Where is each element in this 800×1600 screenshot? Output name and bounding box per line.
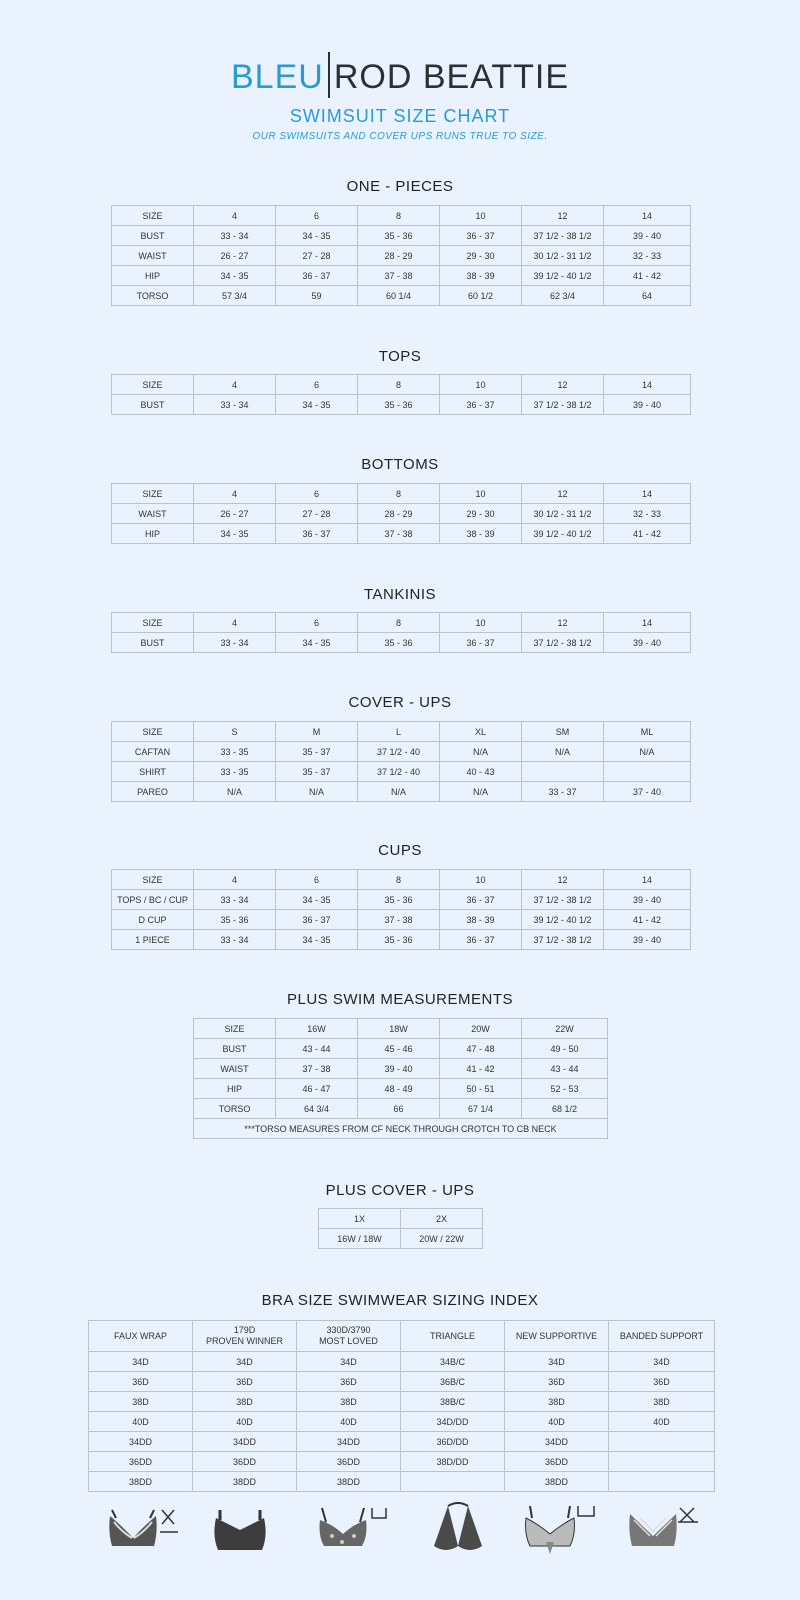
table-cell: 50 - 51 bbox=[440, 1079, 522, 1099]
table-cell: 39 1/2 - 40 1/2 bbox=[522, 266, 604, 286]
table-row bbox=[319, 1209, 483, 1229]
table-cell: 32 - 33 bbox=[604, 504, 691, 524]
table-cell: 33 - 34 bbox=[194, 633, 276, 653]
table-cell: 37 - 38 bbox=[358, 266, 440, 286]
section-title-bottoms: BOTTOMS bbox=[361, 456, 439, 473]
table-bra-index bbox=[88, 1320, 715, 1492]
section-title-cover-ups: COVER - UPS bbox=[348, 694, 452, 711]
table-cell: 34DD bbox=[297, 1432, 401, 1452]
header-cell: 10 bbox=[440, 870, 522, 890]
row-label-cell: HIP bbox=[112, 266, 194, 286]
header-cell: SIZE bbox=[112, 206, 194, 226]
table-cell: 36D bbox=[505, 1372, 609, 1392]
table-tops bbox=[111, 374, 691, 415]
header-cell: 12 bbox=[522, 375, 604, 395]
brand-divider bbox=[328, 52, 330, 98]
table-row bbox=[89, 1412, 715, 1432]
table-cell: 30 1/2 - 31 1/2 bbox=[522, 504, 604, 524]
table-row bbox=[194, 1099, 608, 1119]
header-cell: M bbox=[276, 722, 358, 742]
table-cell bbox=[609, 1452, 715, 1472]
table-cell: 47 - 48 bbox=[440, 1039, 522, 1059]
table-cell: 34DD bbox=[89, 1432, 193, 1452]
table-cell: 36DD bbox=[505, 1452, 609, 1472]
table-row bbox=[112, 524, 691, 544]
row-label-cell: BUST bbox=[112, 395, 194, 415]
table-cell: 33 - 34 bbox=[194, 395, 276, 415]
header-cell: 20W bbox=[440, 1019, 522, 1039]
row-label-cell: BUST bbox=[112, 226, 194, 246]
header-cell: 4 bbox=[194, 484, 276, 504]
table-cell: 36 - 37 bbox=[276, 910, 358, 930]
table-cell: 43 - 44 bbox=[276, 1039, 358, 1059]
table-cell: 52 - 53 bbox=[522, 1079, 608, 1099]
table-cell: 38B/C bbox=[401, 1392, 505, 1412]
table-cell: 36 - 37 bbox=[276, 266, 358, 286]
table-cell: 27 - 28 bbox=[276, 504, 358, 524]
table-cell: 40D bbox=[505, 1412, 609, 1432]
header-cell: 6 bbox=[276, 206, 358, 226]
table-cell: 33 - 34 bbox=[194, 890, 276, 910]
row-label-cell: TORSO bbox=[194, 1099, 276, 1119]
table-cell: 35 - 36 bbox=[358, 633, 440, 653]
header-cell: SIZE bbox=[194, 1019, 276, 1039]
table-cell: 20W / 22W bbox=[401, 1229, 483, 1249]
header-cell: 4 bbox=[194, 375, 276, 395]
table-cell: 46 - 47 bbox=[276, 1079, 358, 1099]
table-cups bbox=[111, 869, 691, 950]
table-cell: 38 - 39 bbox=[440, 910, 522, 930]
table-row bbox=[112, 504, 691, 524]
table-cell: 35 - 36 bbox=[358, 226, 440, 246]
new-supportive-bra-icon bbox=[520, 1502, 600, 1558]
table-row bbox=[89, 1372, 715, 1392]
table-row bbox=[194, 1039, 608, 1059]
table-cell: 33 - 34 bbox=[194, 226, 276, 246]
most-loved-bra-icon bbox=[314, 1502, 394, 1558]
section-title-one-pieces: ONE - PIECES bbox=[346, 178, 454, 195]
header-cell: 4 bbox=[194, 206, 276, 226]
table-cell: 28 - 29 bbox=[358, 246, 440, 266]
table-cell: N/A bbox=[276, 782, 358, 802]
table-cell: N/A bbox=[440, 782, 522, 802]
table-cell: 29 - 30 bbox=[440, 504, 522, 524]
table-cell: 59 bbox=[276, 286, 358, 306]
table-cell: 32 - 33 bbox=[604, 246, 691, 266]
row-label-cell: WAIST bbox=[112, 504, 194, 524]
header-cell: 12 bbox=[522, 206, 604, 226]
table-row bbox=[194, 1059, 608, 1079]
table-row bbox=[112, 890, 691, 910]
table-cell: 36 - 37 bbox=[440, 633, 522, 653]
row-label-cell: TORSO bbox=[112, 286, 194, 306]
row-label-cell: PAREO bbox=[112, 782, 194, 802]
table-cell: 49 - 50 bbox=[522, 1039, 608, 1059]
table-cell: 37 - 38 bbox=[276, 1059, 358, 1079]
table-cell: 66 bbox=[358, 1099, 440, 1119]
banded-support-bra-icon bbox=[624, 1502, 704, 1558]
table-cell: N/A bbox=[440, 742, 522, 762]
table-cell: N/A bbox=[604, 742, 691, 762]
table-cell: 37 1/2 - 38 1/2 bbox=[522, 226, 604, 246]
table-cell: 39 - 40 bbox=[604, 930, 691, 950]
section-title-tops: TOPS bbox=[378, 348, 422, 365]
header-cell: 16W bbox=[276, 1019, 358, 1039]
table-cell: 36D bbox=[89, 1372, 193, 1392]
table-cell: 39 1/2 - 40 1/2 bbox=[522, 524, 604, 544]
table-row bbox=[112, 206, 691, 226]
table-row bbox=[112, 930, 691, 950]
header-cell: XL bbox=[440, 722, 522, 742]
header-cell: L bbox=[358, 722, 440, 742]
table-cell: 36D bbox=[609, 1372, 715, 1392]
header-cell: SIZE bbox=[112, 375, 194, 395]
table-cell: 26 - 27 bbox=[194, 504, 276, 524]
brand-bleu: BLEU bbox=[231, 57, 324, 96]
table-cell: 39 - 40 bbox=[604, 395, 691, 415]
table-row bbox=[319, 1229, 483, 1249]
table-cell: 39 - 40 bbox=[604, 226, 691, 246]
row-label-cell: BUST bbox=[194, 1039, 276, 1059]
brand-rod-beattie: ROD BEATTIE bbox=[333, 57, 569, 96]
header-cell: BANDED SUPPORT bbox=[609, 1321, 715, 1352]
header-cell: 330D/3790 MOST LOVED bbox=[297, 1321, 401, 1352]
table-cell: 35 - 36 bbox=[194, 910, 276, 930]
section-title-cups: CUPS bbox=[378, 842, 422, 859]
table-cover-ups bbox=[111, 721, 691, 802]
table-cell: 40D bbox=[297, 1412, 401, 1432]
table-cell: 38 - 39 bbox=[440, 266, 522, 286]
table-cell: 38D bbox=[297, 1392, 401, 1412]
table-cell: 34 - 35 bbox=[194, 524, 276, 544]
brand-logo bbox=[0, 56, 800, 102]
table-row bbox=[89, 1392, 715, 1412]
table-row bbox=[112, 395, 691, 415]
header-cell: 6 bbox=[276, 870, 358, 890]
table-cell: 34D bbox=[609, 1352, 715, 1372]
header-cell: 14 bbox=[604, 613, 691, 633]
table-cell: 34D bbox=[505, 1352, 609, 1372]
bra-style-icons bbox=[0, 1502, 800, 1562]
table-cell: 37 1/2 - 38 1/2 bbox=[522, 633, 604, 653]
table-row bbox=[112, 613, 691, 633]
row-label-cell: HIP bbox=[112, 524, 194, 544]
table-cell: 27 - 28 bbox=[276, 246, 358, 266]
header-cell: 8 bbox=[358, 870, 440, 890]
header-cell: 2X bbox=[401, 1209, 483, 1229]
table-row bbox=[112, 782, 691, 802]
table-cell: 34DD bbox=[193, 1432, 297, 1452]
header-cell: SIZE bbox=[112, 613, 194, 633]
table-cell: 37 1/2 - 40 bbox=[358, 762, 440, 782]
table-cell: 37 1/2 - 38 1/2 bbox=[522, 395, 604, 415]
header-cell: ML bbox=[604, 722, 691, 742]
table-cell: 30 1/2 - 31 1/2 bbox=[522, 246, 604, 266]
table-cell: 57 3/4 bbox=[194, 286, 276, 306]
header-cell: TRIANGLE bbox=[401, 1321, 505, 1352]
table-row bbox=[89, 1472, 715, 1492]
table-cell: 36 - 37 bbox=[276, 524, 358, 544]
table-cell: 36 - 37 bbox=[440, 395, 522, 415]
table-row bbox=[112, 375, 691, 395]
table-cell: 38DD bbox=[89, 1472, 193, 1492]
table-cell: 62 3/4 bbox=[522, 286, 604, 306]
row-label-cell: SHIRT bbox=[112, 762, 194, 782]
header-cell: SIZE bbox=[112, 870, 194, 890]
table-cell: 34 - 35 bbox=[276, 930, 358, 950]
table-row bbox=[194, 1019, 608, 1039]
header-cell: 10 bbox=[440, 206, 522, 226]
header-cell: 6 bbox=[276, 613, 358, 633]
table-cell: 38D/DD bbox=[401, 1452, 505, 1472]
header-cell: SM bbox=[522, 722, 604, 742]
table-cell: 40D bbox=[89, 1412, 193, 1432]
row-label-cell: 1 PIECE bbox=[112, 930, 194, 950]
table-header-row bbox=[89, 1321, 715, 1352]
table-cell: 35 - 36 bbox=[358, 890, 440, 910]
table-cell: N/A bbox=[522, 742, 604, 762]
table-row bbox=[112, 870, 691, 890]
table-cell: 41 - 42 bbox=[604, 524, 691, 544]
table-one-pieces bbox=[111, 205, 691, 306]
table-cell: 26 - 27 bbox=[194, 246, 276, 266]
table-row bbox=[112, 762, 691, 782]
table-cell: 36D bbox=[297, 1372, 401, 1392]
table-cell: 35 - 36 bbox=[358, 395, 440, 415]
table-cell: 37 1/2 - 38 1/2 bbox=[522, 930, 604, 950]
header-cell: 14 bbox=[604, 484, 691, 504]
table-cell: 38D bbox=[193, 1392, 297, 1412]
page-tagline: OUR SWIMSUITS AND COVER UPS RUNS TRUE TO SIZE. bbox=[252, 131, 548, 142]
table-cell: N/A bbox=[194, 782, 276, 802]
table-cell: 36 - 37 bbox=[440, 890, 522, 910]
header-cell: SIZE bbox=[112, 722, 194, 742]
header-cell: 14 bbox=[604, 206, 691, 226]
table-cell bbox=[522, 762, 604, 782]
table-cell: 34D bbox=[297, 1352, 401, 1372]
table-row bbox=[89, 1352, 715, 1372]
table-cell bbox=[604, 762, 691, 782]
table-row bbox=[194, 1079, 608, 1099]
table-row bbox=[112, 246, 691, 266]
header-cell: 10 bbox=[440, 613, 522, 633]
table-cell: 34DD bbox=[505, 1432, 609, 1452]
table-cell: 64 3/4 bbox=[276, 1099, 358, 1119]
table-cell: 67 1/4 bbox=[440, 1099, 522, 1119]
header-cell: 14 bbox=[604, 870, 691, 890]
table-cell: 34 - 35 bbox=[276, 226, 358, 246]
header-cell: 6 bbox=[276, 484, 358, 504]
header-cell: SIZE bbox=[112, 484, 194, 504]
torso-note: ***TORSO MEASURES FROM CF NECK THROUGH CROTCH TO CB NECK bbox=[194, 1119, 608, 1139]
table-cell: 29 - 30 bbox=[440, 246, 522, 266]
table-bottoms bbox=[111, 483, 691, 544]
table-cell: 40D bbox=[193, 1412, 297, 1432]
row-label-cell: D CUP bbox=[112, 910, 194, 930]
header-cell: 12 bbox=[522, 613, 604, 633]
table-cell: 41 - 42 bbox=[604, 266, 691, 286]
section-title-plus-swim: PLUS SWIM MEASUREMENTS bbox=[286, 991, 514, 1008]
table-cell: N/A bbox=[358, 782, 440, 802]
table-cell: 36 - 37 bbox=[440, 930, 522, 950]
table-cell: 36DD bbox=[193, 1452, 297, 1472]
table-cell: 34D bbox=[89, 1352, 193, 1372]
table-cell: 43 - 44 bbox=[522, 1059, 608, 1079]
table-cell: 38DD bbox=[505, 1472, 609, 1492]
table-cell: 37 - 38 bbox=[358, 910, 440, 930]
table-cell: 34 - 35 bbox=[194, 266, 276, 286]
section-title-bra-index: BRA SIZE SWIMWEAR SIZING INDEX bbox=[261, 1292, 539, 1309]
table-cell bbox=[401, 1472, 505, 1492]
table-cell: 36D bbox=[193, 1372, 297, 1392]
row-label-cell: BUST bbox=[112, 633, 194, 653]
table-cell: 33 - 35 bbox=[194, 762, 276, 782]
header-cell: 4 bbox=[194, 870, 276, 890]
table-row bbox=[112, 722, 691, 742]
table-cell: 37 - 38 bbox=[358, 524, 440, 544]
table-cell: 34D bbox=[193, 1352, 297, 1372]
note-row bbox=[194, 1119, 608, 1139]
header-cell: 10 bbox=[440, 484, 522, 504]
header-cell: S bbox=[194, 722, 276, 742]
header-cell: FAUX WRAP bbox=[89, 1321, 193, 1352]
table-cell: 36 - 37 bbox=[440, 226, 522, 246]
table-row bbox=[89, 1452, 715, 1472]
table-cell: 64 bbox=[604, 286, 691, 306]
section-title-plus-cover-ups: PLUS COVER - UPS bbox=[325, 1182, 475, 1199]
table-cell: 34 - 35 bbox=[276, 890, 358, 910]
table-cell: 48 - 49 bbox=[358, 1079, 440, 1099]
table-cell: 37 1/2 - 38 1/2 bbox=[522, 890, 604, 910]
table-cell: 28 - 29 bbox=[358, 504, 440, 524]
table-row bbox=[112, 742, 691, 762]
header-cell: 4 bbox=[194, 613, 276, 633]
header-cell: 8 bbox=[358, 375, 440, 395]
header-cell: 22W bbox=[522, 1019, 608, 1039]
table-cell: 38D bbox=[505, 1392, 609, 1412]
table-cell: 33 - 37 bbox=[522, 782, 604, 802]
triangle-halter-bra-icon bbox=[418, 1502, 498, 1558]
table-cell: 36DD bbox=[297, 1452, 401, 1472]
table-cell: 39 1/2 - 40 1/2 bbox=[522, 910, 604, 930]
table-cell bbox=[609, 1432, 715, 1452]
table-cell: 35 - 37 bbox=[276, 762, 358, 782]
table-cell: 39 - 40 bbox=[604, 633, 691, 653]
table-cell: 34B/C bbox=[401, 1352, 505, 1372]
header-cell: 12 bbox=[522, 484, 604, 504]
proven-winner-bra-icon bbox=[210, 1502, 290, 1558]
table-cell: 34 - 35 bbox=[276, 395, 358, 415]
table-cell: 35 - 36 bbox=[358, 930, 440, 950]
table-row bbox=[112, 266, 691, 286]
table-cell: 37 - 40 bbox=[604, 782, 691, 802]
table-row bbox=[112, 226, 691, 246]
row-label-cell: 16W / 18W bbox=[319, 1229, 401, 1249]
table-row bbox=[89, 1432, 715, 1452]
table-cell: 35 - 37 bbox=[276, 742, 358, 762]
table-cell: 45 - 46 bbox=[358, 1039, 440, 1059]
row-label-cell: WAIST bbox=[194, 1059, 276, 1079]
header-cell: 8 bbox=[358, 206, 440, 226]
table-cell: 39 - 40 bbox=[358, 1059, 440, 1079]
table-cell: 38D bbox=[89, 1392, 193, 1412]
faux-wrap-bra-icon bbox=[104, 1502, 184, 1558]
table-cell: 38D bbox=[609, 1392, 715, 1412]
table-row bbox=[112, 484, 691, 504]
header-cell: 1X bbox=[319, 1209, 401, 1229]
row-label-cell: HIP bbox=[194, 1079, 276, 1099]
table-cell: 41 - 42 bbox=[440, 1059, 522, 1079]
header-cell: 8 bbox=[358, 484, 440, 504]
table-cell: 60 1/2 bbox=[440, 286, 522, 306]
page-subtitle: SWIMSUIT SIZE CHART bbox=[289, 106, 511, 126]
table-cell: 33 - 35 bbox=[194, 742, 276, 762]
table-cell: 38DD bbox=[297, 1472, 401, 1492]
section-title-tankinis: TANKINIS bbox=[363, 586, 437, 603]
table-cell: 40 - 43 bbox=[440, 762, 522, 782]
table-row bbox=[112, 910, 691, 930]
table-cell: 36DD bbox=[89, 1452, 193, 1472]
row-label-cell: CAFTAN bbox=[112, 742, 194, 762]
table-cell: 40D bbox=[609, 1412, 715, 1432]
header-cell: 179D PROVEN WINNER bbox=[193, 1321, 297, 1352]
header-cell: 8 bbox=[358, 613, 440, 633]
table-cell: 33 - 34 bbox=[194, 930, 276, 950]
table-cell: 38 - 39 bbox=[440, 524, 522, 544]
table-cell: 36B/C bbox=[401, 1372, 505, 1392]
header-cell: 14 bbox=[604, 375, 691, 395]
table-plus-cover-ups bbox=[318, 1208, 483, 1249]
header-cell: NEW SUPPORTIVE bbox=[505, 1321, 609, 1352]
table-cell: 41 - 42 bbox=[604, 910, 691, 930]
table-cell: 38DD bbox=[193, 1472, 297, 1492]
table-tankinis bbox=[111, 612, 691, 653]
table-row bbox=[112, 286, 691, 306]
header-cell: 18W bbox=[358, 1019, 440, 1039]
table-cell bbox=[609, 1472, 715, 1492]
table-cell: 68 1/2 bbox=[522, 1099, 608, 1119]
table-cell: 34 - 35 bbox=[276, 633, 358, 653]
header-cell: 10 bbox=[440, 375, 522, 395]
row-label-cell: TOPS / BC / CUP bbox=[112, 890, 194, 910]
table-cell: 60 1/4 bbox=[358, 286, 440, 306]
table-row bbox=[112, 633, 691, 653]
table-cell: 39 - 40 bbox=[604, 890, 691, 910]
header-cell: 12 bbox=[522, 870, 604, 890]
table-plus-swim bbox=[193, 1018, 608, 1139]
table-cell: 34D/DD bbox=[401, 1412, 505, 1432]
header-cell: 6 bbox=[276, 375, 358, 395]
table-cell: 36D/DD bbox=[401, 1432, 505, 1452]
row-label-cell: WAIST bbox=[112, 246, 194, 266]
table-cell: 37 1/2 - 40 bbox=[358, 742, 440, 762]
